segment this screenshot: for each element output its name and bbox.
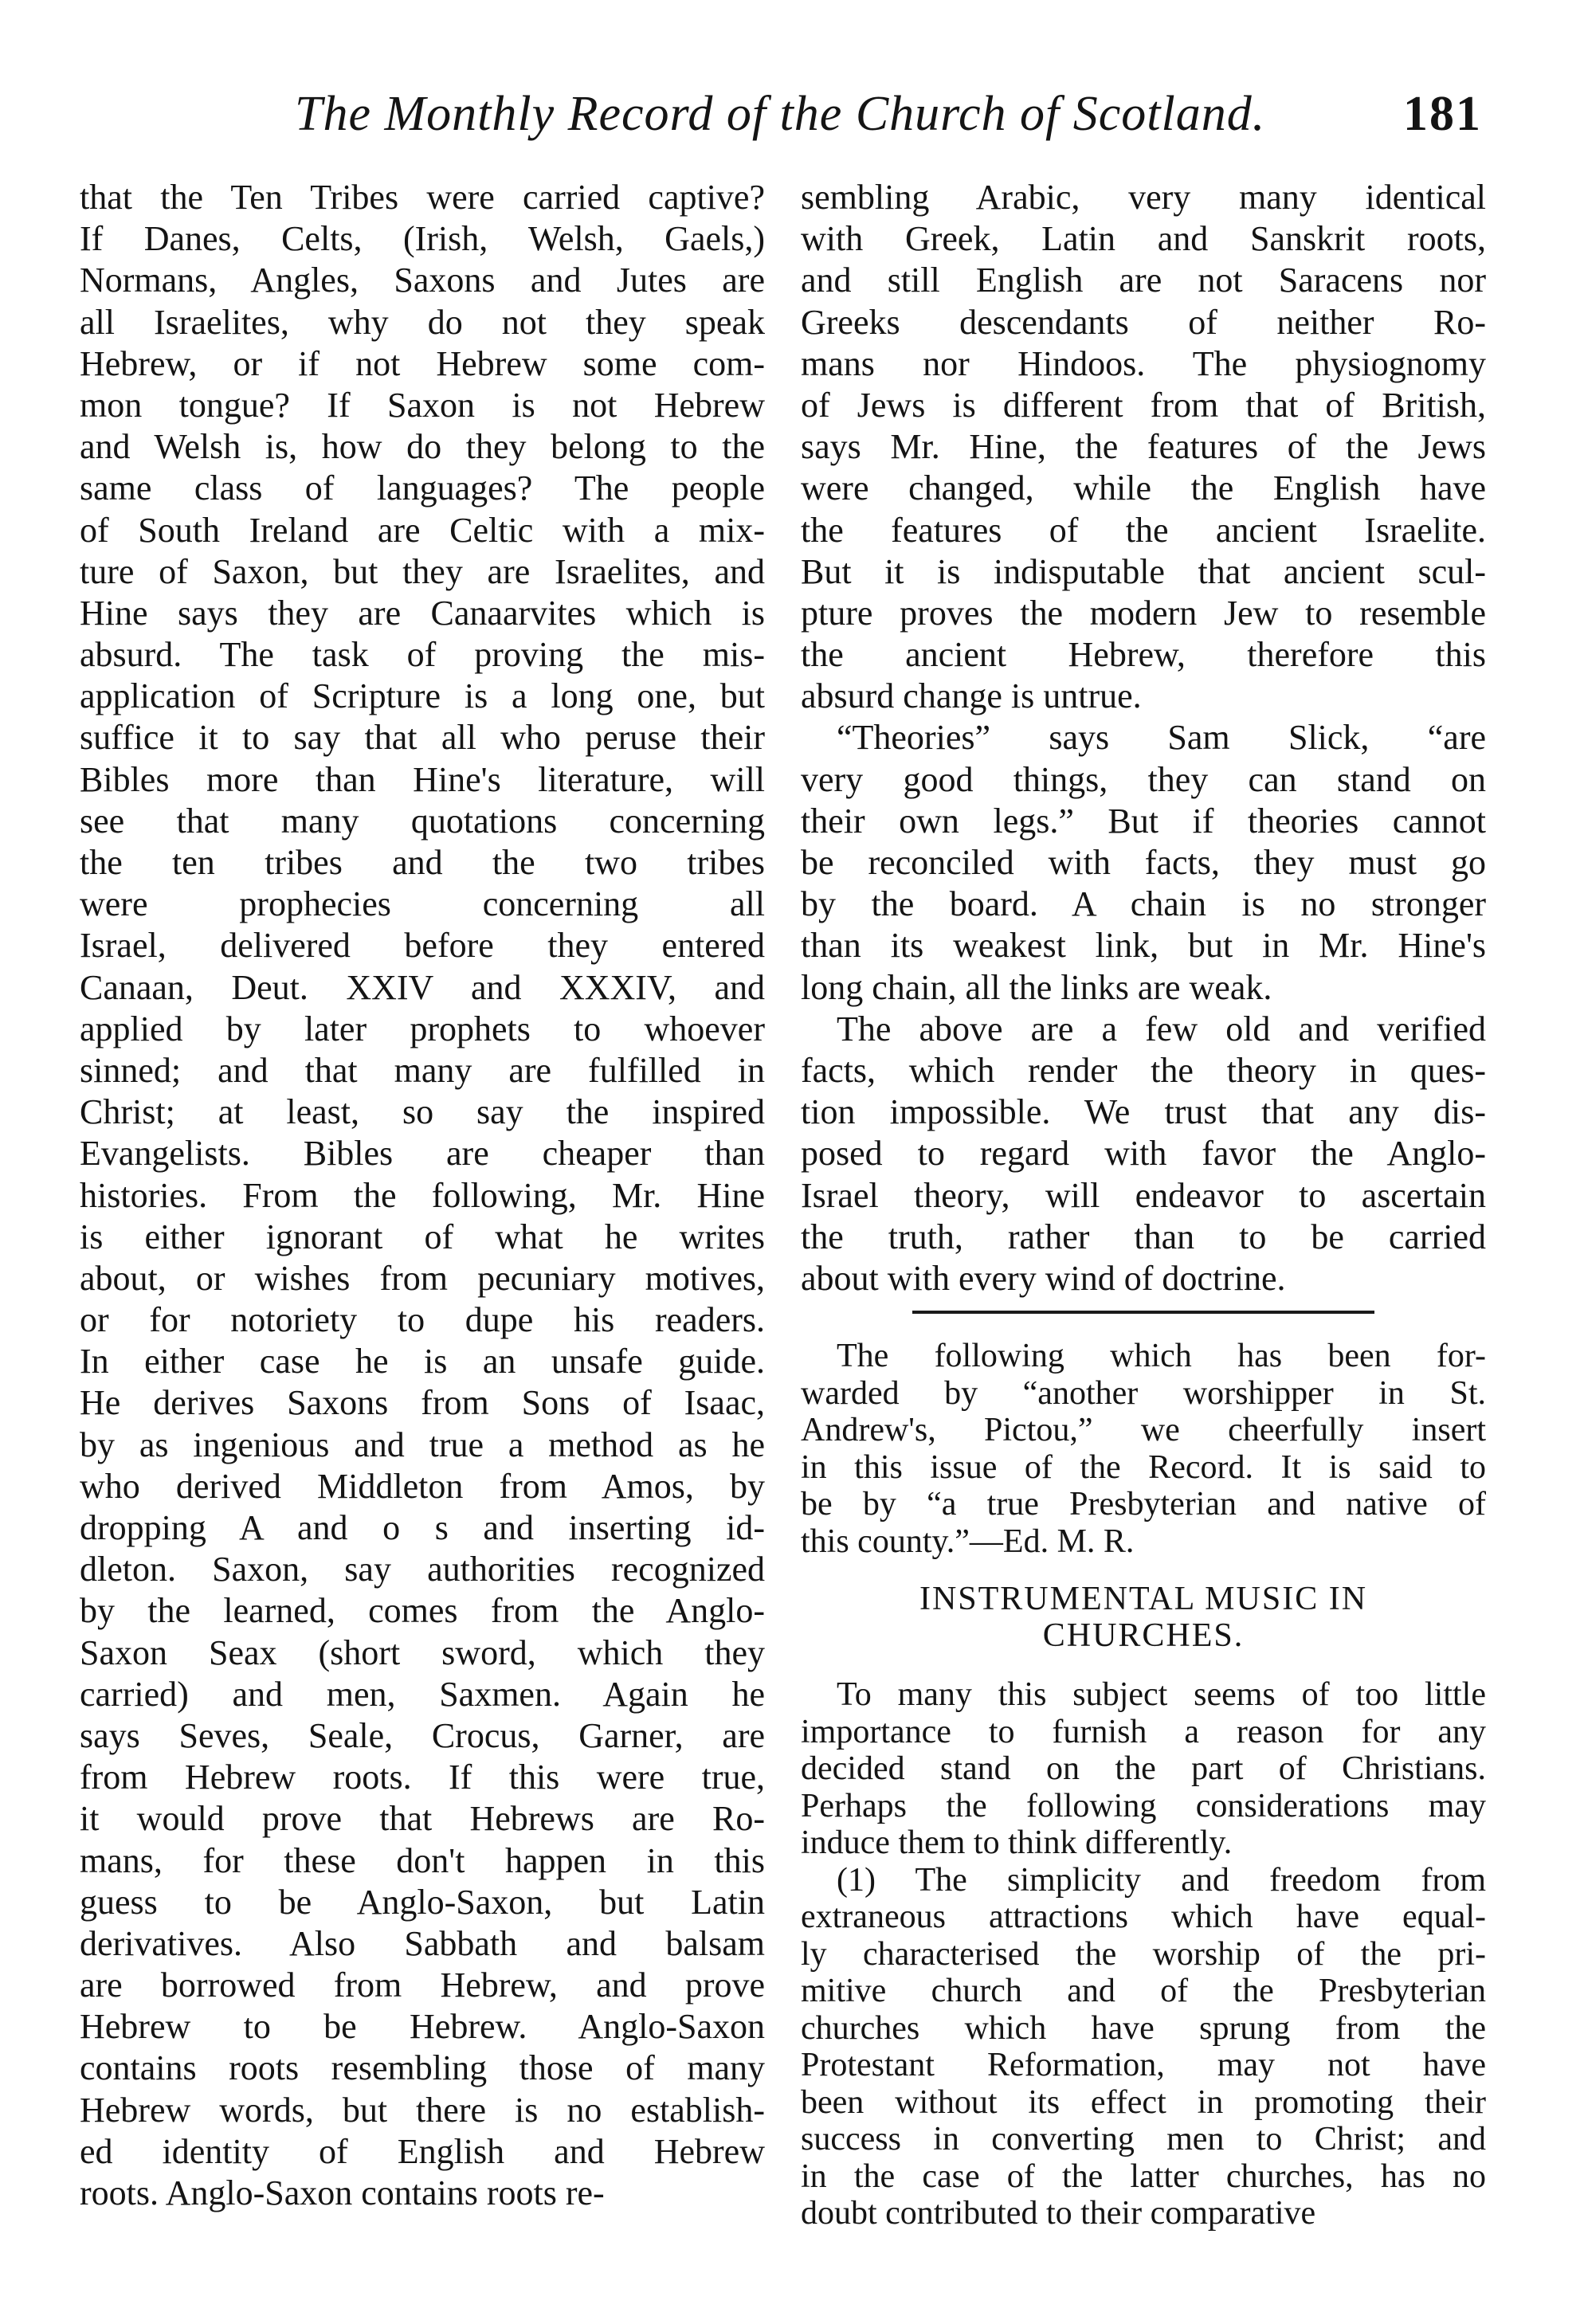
text-line: mon tongue? If Saxon is not Hebrew <box>80 385 765 425</box>
text-line: mans, for these don't happen in this <box>80 1840 765 1880</box>
text-line: of South Ireland are Celtic with a mix- <box>80 510 765 550</box>
text-line: Protestant Reformation, may not have <box>801 2047 1486 2084</box>
page-header <box>239 86 1482 158</box>
text-line: Saxon Seax (short sword, which they <box>80 1632 765 1672</box>
text-line: histories. From the following, Mr. Hine <box>80 1175 765 1215</box>
text-line: ly characterised the worship of the pri- <box>801 1935 1486 1973</box>
text-line: In either case he is an unsafe guide. <box>80 1342 765 1381</box>
text-line: dleton. Saxon, say authorities recognized <box>80 1550 765 1589</box>
text-line: He derives Saxons from Sons of Isaac, <box>80 1383 765 1423</box>
text-line: this county.”—Ed. M. R. <box>801 1523 1135 1560</box>
text-line: derivatives. Also Sabbath and balsam <box>80 1923 765 1963</box>
text-line: from Hebrew roots. If this were true, <box>80 1758 765 1797</box>
text-line: were prophecies concerning all <box>80 884 765 924</box>
section-divider <box>912 1311 1374 1314</box>
article-body <box>801 1676 1486 2232</box>
text-line: The above are a few old and verified <box>837 1009 1486 1048</box>
text-line: contains roots resembling those of many <box>80 2048 765 2088</box>
text-line: guess to be Anglo-Saxon, but Latin <box>80 1882 765 1922</box>
text-line: very good things, they can stand on <box>801 759 1486 799</box>
text-line: Andrew's, Pictou,” we cheerfully insert <box>801 1412 1486 1449</box>
text-line: Greeks descendants of neither Ro- <box>801 302 1486 342</box>
text-line: Perhaps the following considerations may <box>801 1787 1486 1824</box>
text-line: or for notoriety to dupe his readers. <box>80 1300 765 1340</box>
text-line: ed identity of English and Hebrew <box>80 2131 765 2171</box>
running-title: The Monthly Record of the Church of Scotland. <box>295 87 1266 141</box>
text-line: long chain, all the links are weak. <box>801 967 1272 1007</box>
text-line: tion impossible. We trust that any dis- <box>801 1092 1486 1132</box>
text-line: were changed, while the English have <box>801 468 1486 508</box>
text-line: the ten tribes and the two tribes <box>80 843 765 882</box>
text-line: Hine says they are Canaarvites which is <box>80 593 765 633</box>
text-line: their own legs.” But if theories cannot <box>801 801 1486 841</box>
text-line: of Jews is different from that of British, <box>801 385 1486 425</box>
text-line: and Welsh is, how do they belong to the <box>80 427 765 467</box>
article-heading-line-1: INSTRUMENTAL MUSIC IN <box>919 1581 1368 1618</box>
text-line: But it is indisputable that ancient scul- <box>801 551 1486 591</box>
text-line: facts, which render the theory in ques- <box>801 1050 1486 1090</box>
text-line: pture proves the modern Jew to resemble <box>801 593 1486 633</box>
text-line: churches which have sprung from the <box>801 2009 1486 2047</box>
text-line: see that many quotations concerning <box>80 801 765 841</box>
text-line: about with every wind of doctrine. <box>801 1258 1286 1298</box>
paragraph-physiognomy <box>801 177 1486 717</box>
text-line: by as ingenious and true a method as he <box>80 1425 765 1464</box>
text-line: Hebrew words, but there is no establish- <box>80 2090 765 2130</box>
text-line: application of Scripture is a long one, but <box>80 676 765 716</box>
text-line: importance to furnish a reason for any <box>801 1713 1486 1750</box>
paragraph-conclusion <box>801 1009 1486 1299</box>
text-line: says Seves, Seale, Crocus, Garner, are <box>80 1715 765 1755</box>
page-number: 181 <box>1403 87 1482 141</box>
text-line: Hebrew, or if not Hebrew some com- <box>80 343 765 383</box>
text-line: is either ignorant of what he writes <box>80 1217 765 1256</box>
text-line: says Mr. Hine, the features of the Jews <box>801 427 1486 467</box>
text-line: Normans, Angles, Saxons and Jutes are <box>80 261 765 300</box>
paragraph-theories <box>801 717 1486 1008</box>
text-line: carried) and men, Saxmen. Again he <box>80 1674 765 1714</box>
text-line: the truth, rather than to be carried <box>801 1217 1486 1256</box>
text-line: absurd. The task of proving the mis- <box>80 635 765 675</box>
text-line: roots. Anglo-Saxon contains roots re- <box>80 2173 605 2212</box>
text-line: Israel theory, will endeavor to ascertain <box>801 1175 1486 1215</box>
text-line: that the Ten Tribes were carried captive? <box>80 178 765 217</box>
text-line: by the board. A chain is no stronger <box>801 884 1486 924</box>
text-line: in the case of the latter churches, has no <box>801 2157 1486 2195</box>
article-heading <box>801 1581 1486 1654</box>
editor-note <box>801 1338 1486 1560</box>
text-line: been without its effect in promoting their <box>801 2083 1486 2121</box>
text-line: the ancient Hebrew, therefore this <box>801 635 1486 675</box>
text-line: sinned; and that many are fulfilled in <box>80 1050 765 1090</box>
text-line: mans nor Hindoos. The physiognomy <box>801 343 1486 383</box>
text-line: Christ; at least, so say the inspired <box>80 1092 765 1132</box>
text-line: be reconciled with facts, they must go <box>801 843 1486 882</box>
text-line: “Theories” says Sam Slick, “are <box>837 718 1486 758</box>
text-line: it would prove that Hebrews are Ro- <box>80 1799 765 1839</box>
text-line: dropping A and o s and inserting id- <box>80 1508 765 1547</box>
text-line: in this issue of the Record. It is said to <box>801 1448 1486 1486</box>
text-line: decided stand on the part of Christians. <box>801 1750 1486 1788</box>
text-line: To many this subject seems of too little <box>837 1676 1486 1714</box>
text-line: be by “a true Presbyterian and native of <box>801 1486 1486 1523</box>
text-line: Bibles more than Hine's literature, will <box>80 759 765 799</box>
text-line: and still English are not Saracens nor <box>801 261 1486 300</box>
text-line: Israel, delivered before they entered <box>80 926 765 966</box>
text-line: The following which has been for- <box>837 1338 1486 1375</box>
text-line: all Israelites, why do not they speak <box>80 302 765 342</box>
text-line: than its weakest link, but in Mr. Hine's <box>801 926 1486 966</box>
text-line: If Danes, Celts, (Irish, Welsh, Gaels,) <box>80 219 765 259</box>
article-heading-line-2: CHURCHES. <box>1042 1617 1245 1655</box>
text-line: Evangelists. Bibles are cheaper than <box>80 1134 765 1174</box>
text-line: Hebrew to be Hebrew. Anglo-Saxon <box>80 2007 765 2047</box>
text-line: induce them to think differently. <box>801 1824 1233 1862</box>
left-column <box>80 177 765 2214</box>
text-line: sembling Arabic, very many identical <box>801 178 1486 217</box>
right-column <box>801 177 1486 2232</box>
text-line: who derived Middleton from Amos, by <box>80 1466 765 1506</box>
text-line: ture of Saxon, but they are Israelites, and <box>80 551 765 591</box>
text-line: applied by later prophets to whoever <box>80 1009 765 1048</box>
text-line: doubt contributed to their comparative <box>801 2195 1316 2232</box>
text-line: with Greek, Latin and Sanskrit roots, <box>801 219 1486 259</box>
text-line: are borrowed from Hebrew, and prove <box>80 1965 765 2005</box>
text-line: the features of the ancient Israelite. <box>801 510 1486 550</box>
text-line: by the learned, comes from the Anglo- <box>80 1591 765 1631</box>
text-line: same class of languages? The people <box>80 468 765 508</box>
text-line: absurd change is untrue. <box>801 676 1142 716</box>
text-line: Canaan, Deut. XXIV and XXXIV, and <box>80 967 765 1007</box>
text-line: (1) The simplicity and freedom from <box>837 1861 1486 1899</box>
text-line: posed to regard with favor the Anglo- <box>801 1134 1486 1174</box>
text-line: success in converting men to Christ; and <box>801 2121 1486 2158</box>
text-line: mitive church and of the Presbyterian <box>801 1973 1486 2010</box>
text-line: warded by “another worshipper in St. <box>801 1374 1486 1412</box>
text-line: extraneous attractions which have equal- <box>801 1899 1486 1936</box>
text-line: about, or wishes from pecuniary motives, <box>80 1258 765 1298</box>
text-line: suffice it to say that all who peruse their <box>80 718 765 758</box>
